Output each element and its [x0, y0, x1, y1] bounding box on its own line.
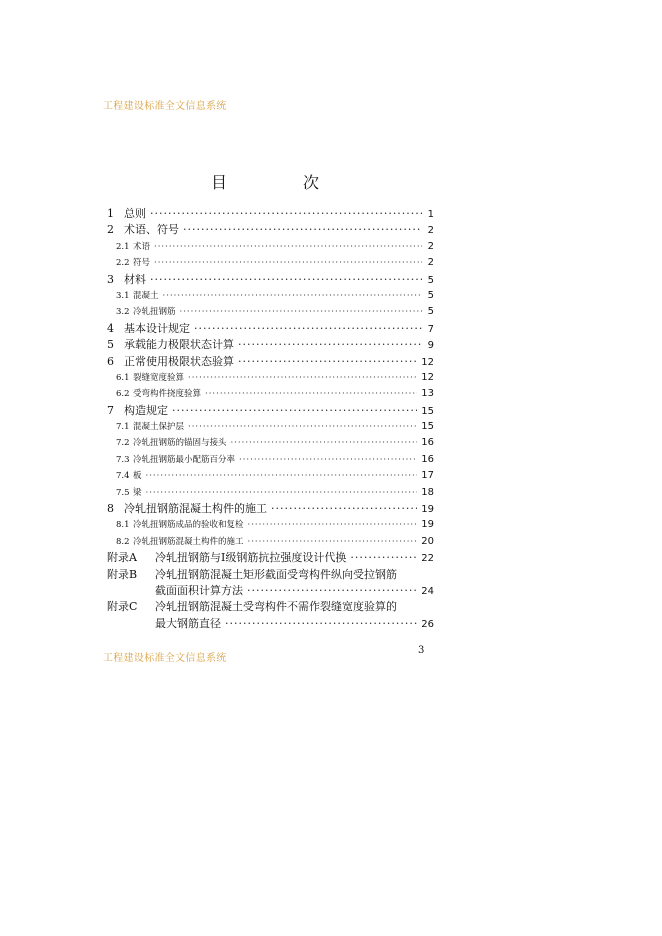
toc-leader-dots: [248, 517, 418, 533]
appendix-number: 附录A: [107, 551, 137, 565]
appendix-label: 冷轧扭钢筋混凝土受弯构件不需作裂缝宽度验算的: [155, 600, 397, 614]
toc-entry-label: 正常使用极限状态验算: [124, 354, 234, 368]
toc-leader-dots: [205, 386, 417, 402]
appendix-entry[interactable]: [107, 599, 434, 615]
toc-entry[interactable]: [107, 304, 434, 320]
toc-entry-label: 冷轧扭钢筋最小配筋百分率: [133, 454, 236, 465]
toc-entry-page: 18: [421, 486, 434, 498]
toc-entry-page: 9: [427, 340, 434, 352]
toc-entry-number: 8: [107, 502, 114, 516]
appendix-label: 最大钢筋直径: [155, 616, 221, 630]
toc-entry-number: 7.1: [116, 422, 130, 433]
toc-entry[interactable]: [107, 403, 434, 419]
toc-entry-label: 冷轧扭钢筋: [133, 307, 176, 318]
toc-leader-dots: [194, 321, 422, 337]
toc-entry-number: 3.1: [116, 290, 130, 301]
toc-entry-number: 2: [107, 223, 114, 237]
toc-leader-dots: [154, 255, 422, 271]
toc-entry-label: 受弯构件挠度验算: [133, 389, 202, 400]
toc-entry-label: 板: [133, 471, 142, 482]
toc-entry[interactable]: [107, 534, 434, 550]
toc-entry-label: 裂缝宽度验算: [133, 372, 185, 383]
toc-entry-label: 总则: [124, 207, 146, 220]
page-title: 目 次: [210, 173, 349, 192]
toc-entry-number: 6.2: [116, 389, 130, 400]
toc-entry-page: 12: [421, 356, 434, 368]
toc-entry-label: 梁: [133, 487, 142, 498]
toc-entry-number: 7.2: [116, 438, 130, 449]
toc-entry[interactable]: [107, 255, 434, 271]
toc-entry-number: 5: [107, 338, 114, 352]
toc-entry-page: 7: [427, 323, 434, 335]
toc-entry-number: 8.1: [116, 520, 130, 531]
toc-entry-label: 冷轧扭钢筋混凝土构件的施工: [124, 502, 267, 516]
toc-entry-number: 7: [107, 403, 114, 417]
toc-entry-label: 术语、符号: [124, 223, 179, 237]
toc-leader-dots: [231, 435, 418, 451]
watermark-bottom: 工程建设标准全文信息系统: [103, 653, 227, 664]
toc-entry-number: 3.2: [116, 307, 130, 318]
toc-entry-label: 冷轧扭钢筋成品的验收和复检: [133, 520, 244, 531]
toc-entry-page: 19: [421, 504, 434, 516]
toc-leader-dots: [238, 354, 417, 370]
toc-entry[interactable]: [107, 501, 434, 517]
appendix-label: 冷轧扭钢筋混凝土矩形截面受弯构件纵向受拉钢筋: [155, 567, 397, 581]
toc-entry-page: 20: [421, 535, 434, 547]
toc-leader-dots: [180, 304, 422, 320]
appendix-label: 冷轧扭钢筋与Ⅰ级钢筋抗拉强度设计代换: [155, 551, 347, 565]
appendix-page: 26: [421, 618, 434, 630]
toc-entry-number: 4: [107, 321, 114, 335]
toc-entry-page: 15: [421, 405, 434, 417]
toc-leader-dots: [183, 222, 422, 238]
page-number: 3: [418, 645, 425, 656]
toc-leader-dots: [172, 403, 417, 419]
toc-entry[interactable]: [107, 321, 434, 337]
toc-leader-dots: [188, 419, 417, 435]
toc-entry[interactable]: [107, 272, 434, 288]
toc-entry-label: 材料: [124, 272, 146, 286]
toc-entry-label: 承载能力极限状态计算: [124, 338, 234, 352]
toc-entry-number: 6.1: [116, 372, 130, 383]
toc-leader-dots: [150, 206, 422, 222]
toc-leader-dots: [154, 239, 422, 255]
appendix-page: 24: [421, 585, 434, 597]
toc-entry-label: 混凝土保护层: [133, 422, 185, 433]
toc-leader-dots: [239, 452, 417, 468]
toc-leader-dots: [247, 583, 417, 599]
appendix-entry-continued[interactable]: [107, 583, 434, 599]
toc-entry-number: 2.1: [116, 241, 130, 252]
toc-entry-label: 术语: [133, 241, 151, 252]
toc-leader-dots: [146, 485, 418, 501]
toc-entry-page: 19: [421, 519, 434, 531]
toc-leader-dots: [163, 288, 422, 304]
toc-entry[interactable]: [107, 206, 434, 222]
watermark-top: 工程建设标准全文信息系统: [103, 101, 227, 112]
toc-entry-label: 冷轧扭钢筋的锚固与接头: [133, 438, 227, 449]
toc-leader-dots: [271, 501, 417, 517]
toc-entry[interactable]: [107, 239, 434, 255]
appendix-number: 附录C: [107, 600, 138, 614]
toc-entry[interactable]: [107, 419, 434, 435]
toc-entry-label: 混凝土: [133, 290, 159, 301]
appendix-page: 22: [421, 553, 434, 565]
toc-entry-number: 2.2: [116, 258, 130, 269]
toc-entry[interactable]: [107, 452, 434, 468]
toc-entry-page: 5: [427, 306, 434, 318]
toc-entry[interactable]: [107, 354, 434, 370]
toc-entry-number: 6: [107, 354, 114, 368]
toc-entry-page: 1: [427, 209, 434, 220]
toc-entry[interactable]: [107, 386, 434, 402]
toc-leader-dots: [188, 370, 417, 386]
toc-leader-dots: [225, 616, 417, 632]
toc-entry-page: 2: [427, 257, 434, 269]
toc-entry[interactable]: [107, 485, 434, 501]
toc-entry-number: 8.2: [116, 536, 130, 547]
toc-entry-page: 16: [421, 437, 434, 449]
toc-leader-dots: [150, 272, 422, 288]
appendix-entry[interactable]: [107, 550, 434, 566]
toc-entry[interactable]: [107, 288, 434, 304]
toc-entry-number: 1: [107, 207, 114, 220]
toc-entry-page: 17: [421, 470, 434, 482]
toc-entry[interactable]: [107, 337, 434, 353]
toc-entry-label: 符号: [133, 258, 151, 269]
toc-entry-label: 冷轧扭钢筋混凝土构件的施工: [133, 536, 244, 547]
toc-entry-page: 2: [427, 225, 434, 237]
appendix-entry-continued[interactable]: [107, 616, 434, 632]
toc-entry-page: 13: [421, 388, 434, 400]
appendix-label: 截面面积计算方法: [155, 583, 243, 597]
toc-leader-dots: [146, 468, 418, 484]
toc-entry-page: 5: [427, 289, 434, 301]
toc-entry-page: 15: [421, 421, 434, 433]
toc-entry-page: 12: [421, 371, 434, 383]
toc-entry-number: 7.4: [116, 471, 130, 482]
toc-entry-number: 7.3: [116, 454, 130, 465]
toc-leader-dots: [238, 337, 422, 353]
toc-entry[interactable]: [107, 517, 434, 533]
toc-entry-page: 2: [427, 240, 434, 252]
toc-leader-dots: [248, 534, 418, 550]
toc-entry-page: 16: [421, 453, 434, 465]
toc-leader-dots: [350, 550, 417, 566]
toc-entry[interactable]: [107, 370, 434, 386]
toc-entry[interactable]: [107, 222, 434, 238]
table-of-contents: [107, 206, 434, 632]
toc-entry-page: 5: [427, 274, 434, 286]
toc-entry-number: 3: [107, 272, 114, 286]
toc-entry[interactable]: [107, 435, 434, 451]
toc-entry-number: 7.5: [116, 487, 130, 498]
toc-entry-label: 构造规定: [124, 403, 168, 417]
appendix-number: 附录B: [107, 567, 138, 581]
toc-entry-label: 基本设计规定: [124, 321, 190, 335]
appendix-entry[interactable]: [107, 567, 434, 583]
toc-entry[interactable]: [107, 468, 434, 484]
